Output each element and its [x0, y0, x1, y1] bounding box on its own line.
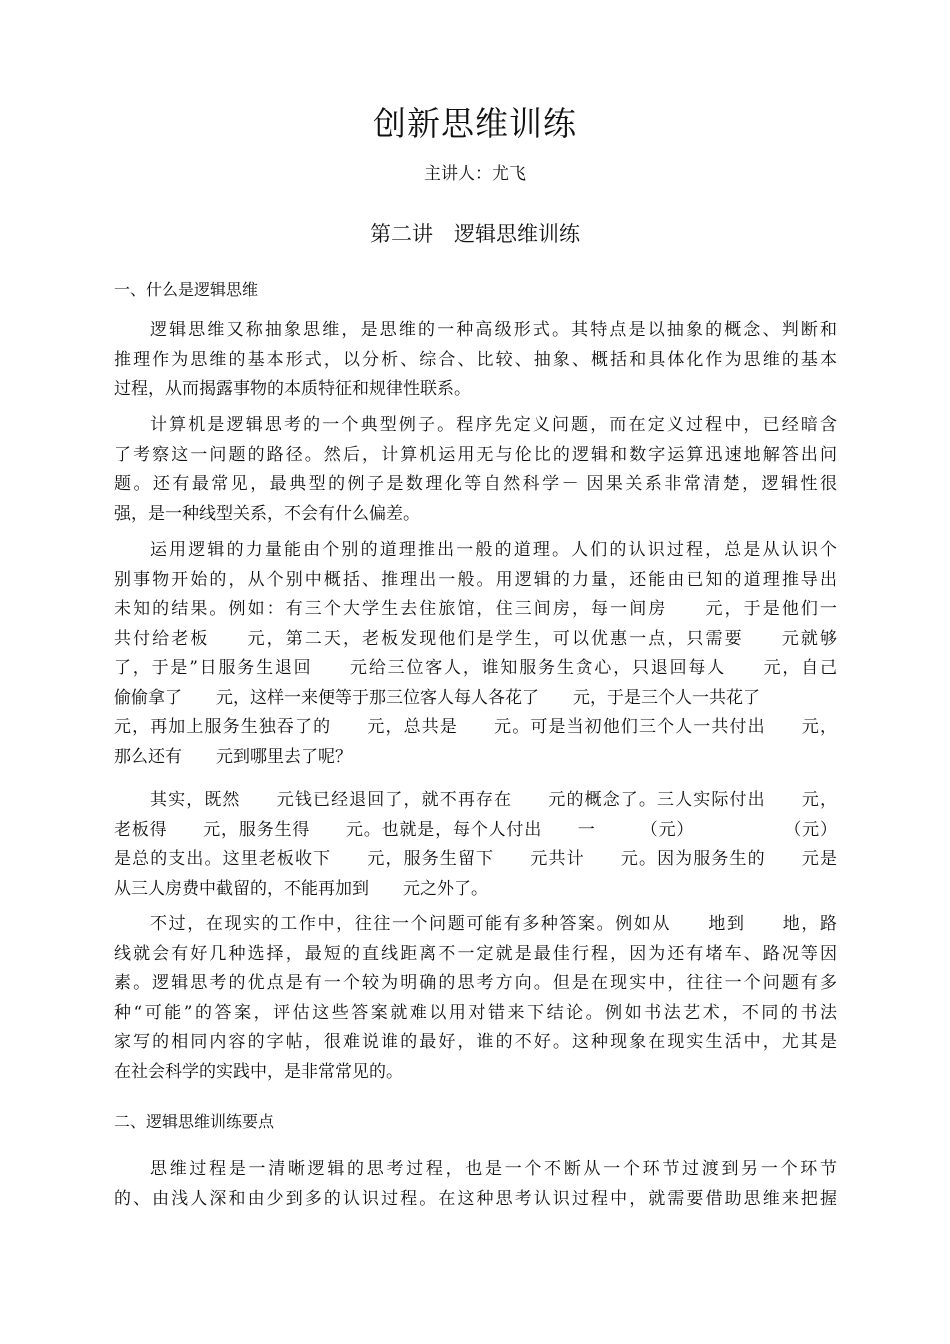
paragraph-6 — [114, 1155, 837, 1214]
text-line: 别事物开始的，从个别中概括、推理出一般。用逻辑的力量，还能由已知的道理推导出 — [114, 569, 837, 590]
text-line: 种“可能”的答案，评估这些答案就难以用对错来下结论。例如书法艺术，不同的书法 — [114, 1002, 837, 1023]
text-line: 老板得 元，服务生得 元。也就是，每个人付出 一 （元） （元） — [114, 819, 837, 840]
text-line: 题。还有最常见，最典型的例子是数理化等自然科学－ 因果关系非常清楚，逻辑性很 — [114, 474, 837, 494]
paragraph-4 — [114, 786, 837, 904]
paragraph-3 — [114, 536, 837, 772]
section-heading-1: 一、什么是逻辑思维 — [114, 280, 259, 299]
text-line: 素。逻辑思考的优点是有一个较为明确的思考方向。但是在现实中，往往一个问题有多 — [114, 973, 837, 993]
lecture-title: 第二讲 逻辑思维训练 — [370, 222, 580, 246]
text-line: 共付给老板 元，第二天，老板发现他们是学生，可以优惠一点，只需要 元就够 — [114, 628, 837, 649]
text-line: 了，于是”日服务生退回 元给三位客人，谁知服务生贪心，只退回每人 元，自己 — [114, 658, 837, 678]
paragraph-1 — [114, 316, 837, 405]
text-line: 其实，既然 元钱已经退回了，就不再存在 元的概念了。三人实际付出 元， — [150, 790, 837, 810]
text-line: 不过，在现实的工作中，往往一个问题可能有多种答案。例如从 地到 地，路 — [150, 914, 837, 934]
text-line: 未知的结果。例如：有三个大学生去住旅馆，住三间房，每一间房 元，于是他们一 — [114, 599, 837, 619]
text-line: 了考察这一问题的路径。然后，计算机运用无与伦比的逻辑和数字运算迅速地解答出问 — [114, 444, 837, 465]
text-line: 在社会科学的实践中，是非常常见的。 — [114, 1061, 403, 1082]
text-line: 线就会有好几种选择，最短的直线距离不一定就是最佳行程，因为还有堵车、路况等因 — [114, 943, 837, 964]
text-line: 思维过程是一清晰逻辑的思考过程，也是一个不断从一个环节过渡到另一个环节 — [150, 1159, 837, 1179]
text-line: 逻辑思维又称抽象思维，是思维的一种高级形式。其特点是以抽象的概念、判断和 — [150, 320, 837, 340]
text-line: 推理作为思维的基本形式，以分析、综合、比较、抽象、概括和具体化作为思维的基本 — [114, 349, 837, 370]
paragraph-5 — [114, 910, 837, 1087]
paragraph-2 — [114, 411, 837, 529]
text-line: 的、由浅人深和由少到多的认识过程。在这种思考认识过程中，就需要借助思维来把握 — [114, 1188, 837, 1209]
text-line: 强，是一种线型关系，不会有什么偏差。 — [114, 503, 420, 524]
lecturer-line: 主讲人：尤飞 — [424, 164, 526, 184]
text-line: 元，再加上服务生独吞了的 元，总共是 元。可是当初他们三个人一共付出 元， — [114, 717, 837, 737]
text-line: 那么还有 元到哪里去了呢？ — [114, 746, 352, 767]
text-line: 偷偷拿了 元，这样一来便等于那三位客人每人各花了 元，于是三个人一共花了 — [114, 687, 760, 708]
text-line: 运用逻辑的力量能由个别的道理推出一般的道理。人们的认识过程，总是从认识个 — [150, 540, 837, 560]
text-line: 从三人房费中截留的，不能再加到 元之外了。 — [114, 878, 488, 899]
document-title: 创新思维训练 — [373, 104, 577, 143]
section-heading-2: 二、逻辑思维训练要点 — [114, 1112, 275, 1131]
text-line: 是总的支出。这里老板收下 元，服务生留下 元共计 元。因为服务生的 元是 — [114, 849, 837, 869]
text-line: 计算机是逻辑思考的一个典型例子。程序先定义问题，而在定义过程中，已经暗含 — [150, 415, 837, 435]
text-line: 家写的相同内容的字帖，很难说谁的最好，谁的不好。这种现象在现实生活中，尤其是 — [114, 1032, 837, 1052]
text-line: 过程，从而揭露事物的本质特征和规律性联系。 — [114, 379, 471, 399]
